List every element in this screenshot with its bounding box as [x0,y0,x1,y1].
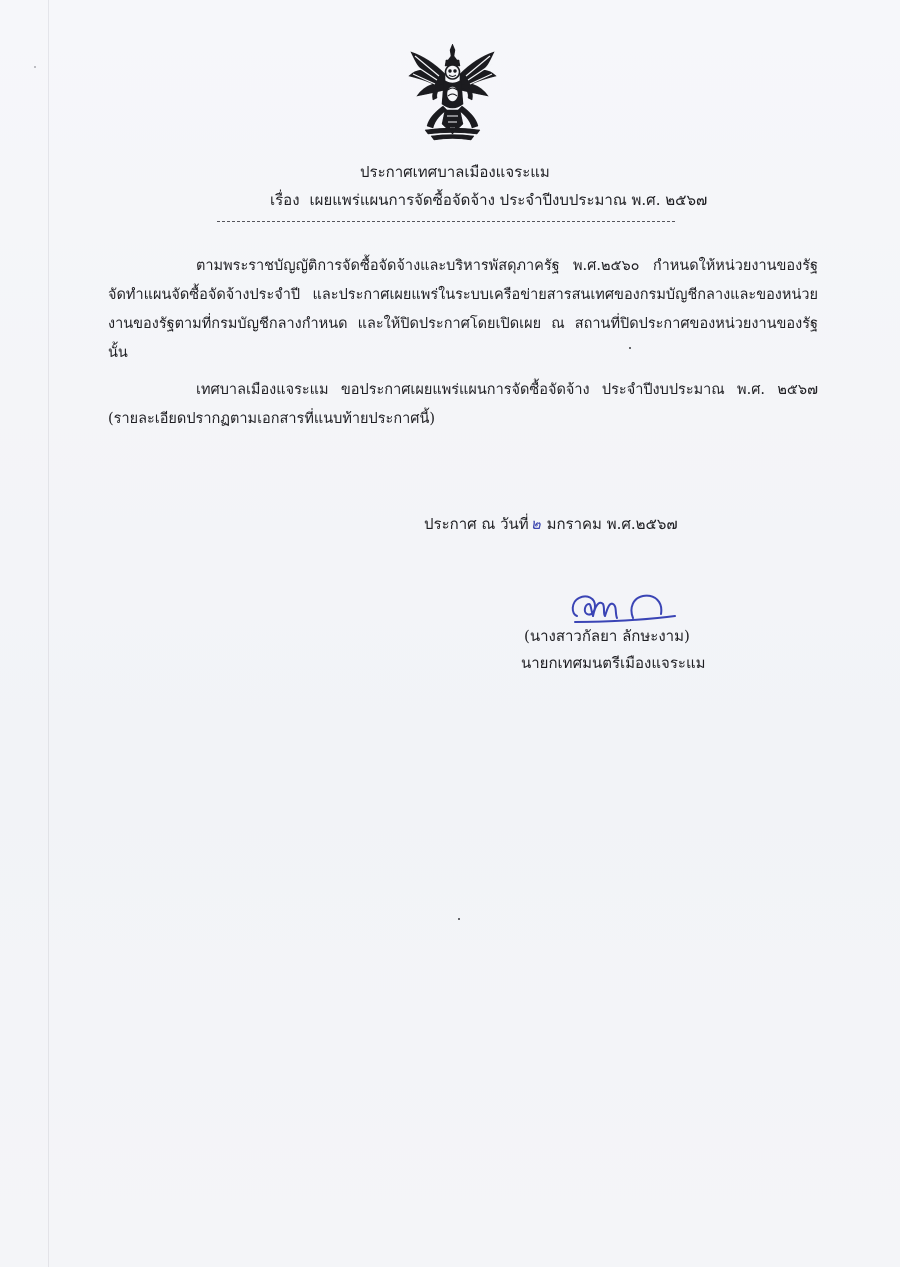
paper-speck [629,347,631,349]
body-paragraph-1 [108,252,818,368]
paper-speck [34,66,36,68]
handwritten-signature [565,588,685,628]
announcement-title: ประกาศเทศบาลเมืองแจระแม [360,163,550,181]
paragraph-1-text: ตามพระราชบัญญัติการจัดซื้อจัดจ้างและบริหารพัสดุภาครัฐ พ.ศ.๒๕๖๐ กำหนดให้หน่วยงานของรัฐจัดทำแผนจัดซื้อจัดจ้างประจำปี และประกาศเผยแพร่ในระบบเครือข่ายสารสนเทศของกรมบัญชีกลางและของหน่วยงานของรัฐตามที่กรมบัญชีกลางกำหนด และให้ปิดประกาศโดยเปิดเผย ณ สถานที่ปิดประกาศของหน่วยงานของรัฐ นั้น [108,258,818,361]
announcement-date [424,512,678,536]
date-prefix: ประกาศ ณ วันที่ [424,515,529,533]
announcement-subject [270,188,707,212]
signer-title: นายกเทศมนตรีเมืองแจระแม [521,654,706,672]
date-month-year: มกราคม พ.ศ.๒๕๖๗ [546,515,678,533]
subject-text: เผยแพร่แผนการจัดซื้อจัดจ้าง ประจำปีงบประมาณ พ.ศ. ๒๕๖๗ [309,191,708,209]
garuda-emblem-icon [405,42,500,142]
paper-fold-line [48,0,49,1267]
paper-speck [458,918,460,920]
date-day-handwritten: ๒ [530,515,541,533]
dashed-divider [217,221,675,222]
body-paragraph-2 [108,376,818,434]
paragraph-2-text: เทศบาลเมืองแจระแม ขอประกาศเผยแพร่แผนการจัดซื้อจัดจ้าง ประจำปีงบประมาณ พ.ศ. ๒๕๖๗ (รายละเอียดปรากฏตามเอกสารที่แนบท้ายประกาศนี้) [108,382,818,427]
subject-label: เรื่อง [270,191,300,209]
signer-name: (นางสาวกัลยา ลักษะงาม) [524,627,690,645]
